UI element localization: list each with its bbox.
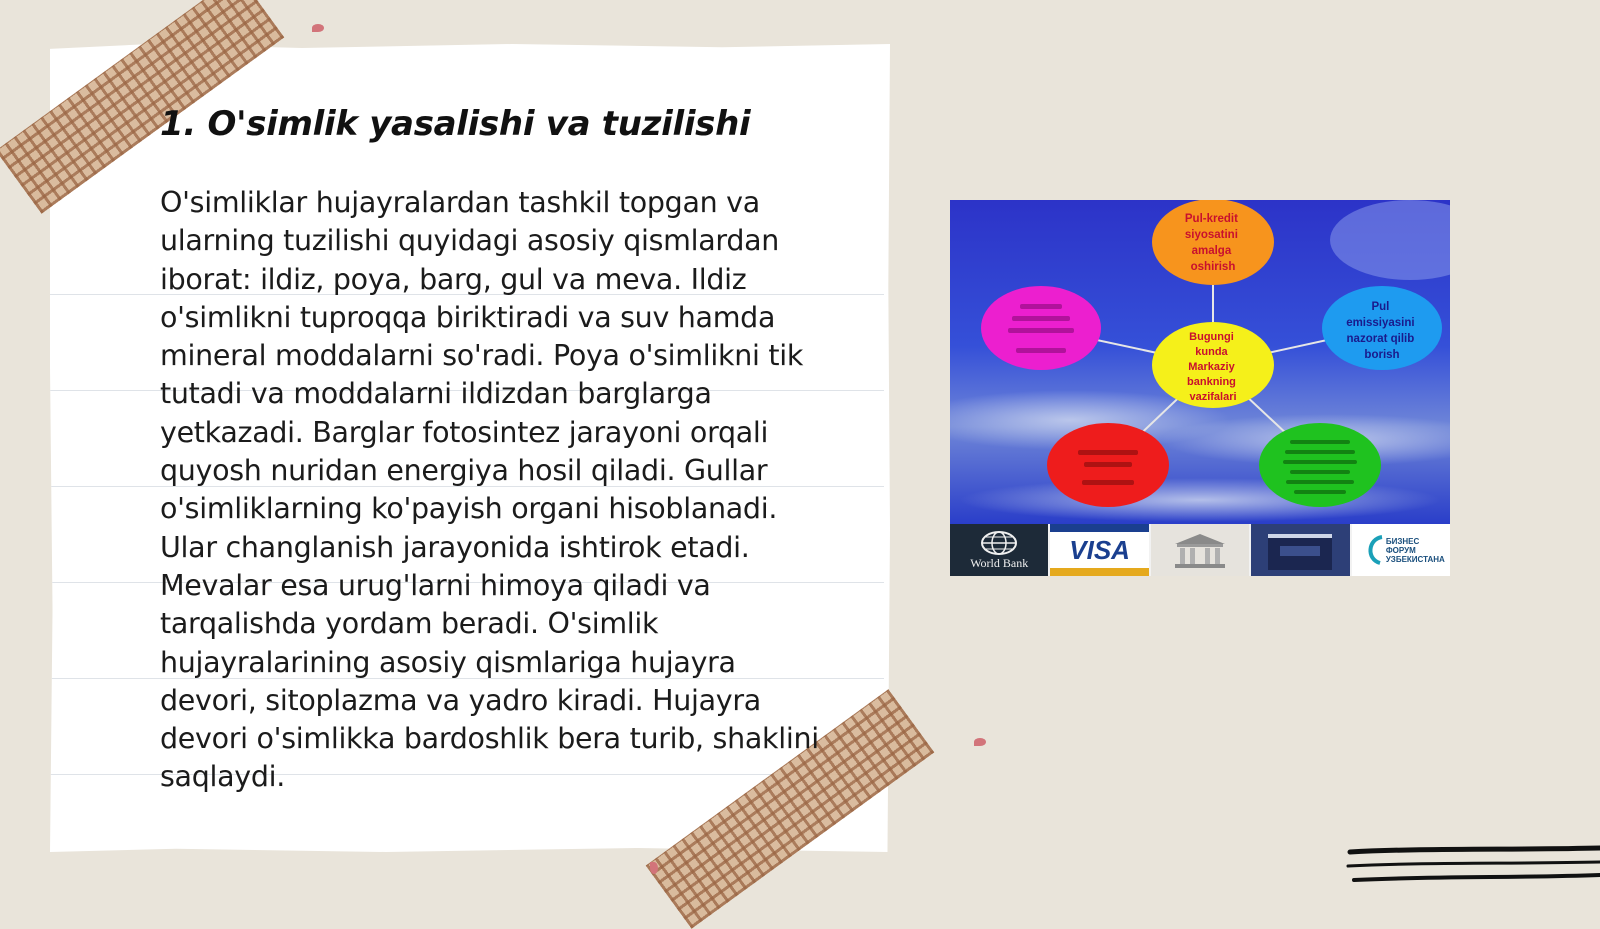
modern-building-icon (1260, 526, 1340, 574)
slide-body-text: O'simliklar hujayralardan tashkil topgan va ularning tuzilishi quyidagi asosiy qismlardan iborat: ildiz, poya, barg, gul va meva. Ildiz o'simlikni tuproqqa biriktiradi va suv hamda mineral moddalarni so'radi. Poya o'simlikni tik tutadi va moddalarni ildizdan barglarga yetkazadi. Barglar fotosintez jarayoni orqali quyosh nuridan energiya hosil qiladi. Gullar o'simliklarning ko'payish organi hisoblanadi. Ular changlanish jarayonida ishtirok etadi. Mevalar esa urug'larni himoya qiladi va tarqalishda yordam beradi. O'simlik hujayralarining asosiy qismlariga hujayra devori, sitoplazma va yadro kiradi. Hujayra devori o'simlikka bardoshlik bera turib, shaklini saqlaydi. (160, 186, 819, 794)
tape-pin-bottom-left (650, 862, 658, 874)
business-forum-logo (1352, 524, 1450, 576)
bottom-right-bubble (1259, 423, 1381, 507)
forum-swirl-icon (1364, 533, 1386, 567)
bank-building-icon (1165, 530, 1235, 570)
tape-pin-top (312, 24, 324, 32)
slide-title: 1. O'simlik yasalishi va tuzilishi (160, 104, 751, 144)
tape-pin-bottom-right (974, 738, 986, 746)
bank-building-logo (1151, 524, 1249, 576)
visa-label: VISA (1069, 534, 1130, 565)
diagram-svg (950, 200, 1450, 524)
globe-icon (980, 530, 1018, 556)
center-bubble-text: Bugungi kunda Markaziy bankning vazifalari (1187, 331, 1237, 403)
right-bubble-text: Pul emissiyasini nazorat qilib borish (1346, 301, 1415, 361)
world-bank-logo (950, 524, 1048, 576)
logo-strip (950, 524, 1450, 576)
world-bank-label: World Bank (970, 555, 1029, 570)
visa-logo (1050, 524, 1148, 576)
modern-building-logo (1251, 524, 1349, 576)
central-bank-diagram-image (950, 200, 1450, 576)
business-forum-label: БИЗНЕС ФОРУМ УЗБЕКИСТАНА (1385, 536, 1445, 564)
decorative-brush-lines (1340, 840, 1600, 900)
top-bubble-text: Pul-kredit siyosatini amalga oshirish (1184, 213, 1238, 273)
